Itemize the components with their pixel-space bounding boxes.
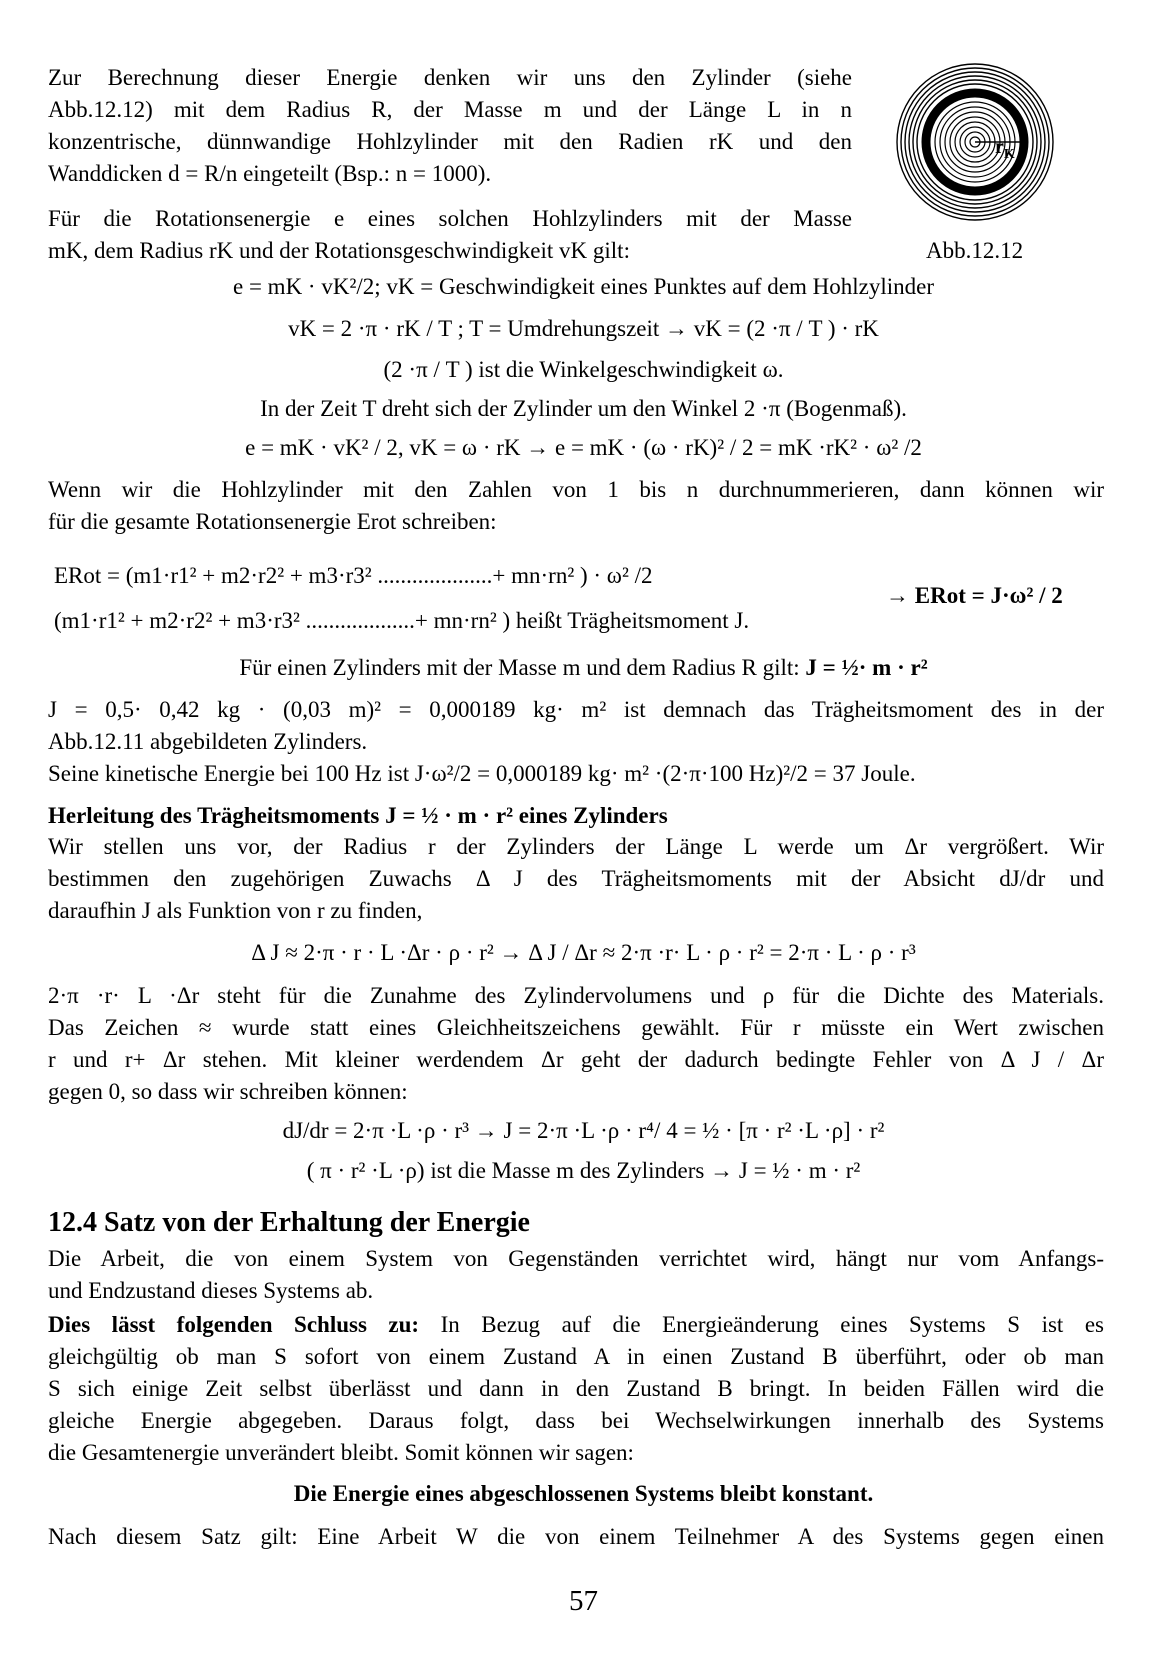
rotation-line: mK, dem Radius rK und der Rotationsgeschwindigkeit vK gilt: bbox=[48, 238, 630, 263]
example-line: Abb.12.11 abgebildeten Zylinders. bbox=[48, 729, 368, 754]
sum-line: für die gesamte Rotationsenergie Erot schreiben: bbox=[48, 509, 497, 534]
example-paragraph bbox=[48, 694, 1104, 758]
conclusion-first-line: In Bezug auf die Energieänderung eines Systems S ist es bbox=[419, 1312, 1104, 1337]
final-paragraph bbox=[48, 1521, 1104, 1553]
rotation-line: Für die Rotationsenergie e eines solchen Hohlzylinders mit der Masse bbox=[48, 206, 852, 231]
intro-line: Wanddicken d = R/n eingeteilt (Bsp.: n = 1000). bbox=[48, 161, 492, 186]
conclusion-line: die Gesamtenergie unverändert bleibt. Somit können wir sagen: bbox=[48, 1440, 634, 1465]
equation-energy: e = mK · vK²/2; vK = Geschwindigkeit eines Punktes auf dem Hohlzylinder bbox=[233, 274, 934, 299]
law-statement: Die Energie eines abgeschlossenen Systems bleibt konstant. bbox=[293, 1481, 874, 1506]
concentric-cylinder-icon bbox=[895, 62, 1055, 222]
work-line: und Endzustand dieses Systems ab. bbox=[48, 1278, 374, 1303]
volume-line: Das Zeichen ≈ wurde statt eines Gleichheitszeichens gewählt. Für r müsste ein Wert zwischen bbox=[48, 1015, 1104, 1040]
equation-integral: dJ/dr = 2·π ·L ·ρ · r³ → J = 2·π ·L ·ρ · r⁴/ 4 = ½ · [π · r² ·L ·ρ] · r² bbox=[282, 1118, 885, 1143]
equation-angle: In der Zeit T dreht sich der Zylinder um den Winkel 2 ·π (Bogenmaß). bbox=[260, 396, 907, 421]
derivation-paragraph bbox=[48, 831, 1104, 927]
volume-paragraph bbox=[48, 980, 1104, 1108]
kinetic-energy-line: Seine kinetische Energie bei 100 Hz ist J·ω²/2 = 0,000189 kg· m² ·(2·π·100 Hz)²/2 = 37 Joule. bbox=[48, 761, 916, 786]
conclusion-line: gleichgültig ob man S sofort von einem Zustand A in einen Zustand B überführt, oder ob man bbox=[48, 1344, 1104, 1369]
example-line: J = 0,5· 0,42 kg · (0,03 m)² = 0,000189 kg· m² ist demnach das Trägheitsmoment des in der bbox=[48, 697, 1104, 722]
work-paragraph bbox=[48, 1243, 1104, 1307]
volume-line: r und r+ Δr stehen. Mit kleiner werdendem Δr geht der dadurch bedingte Fehler von Δ J / Δr bbox=[48, 1047, 1104, 1072]
sum-paragraph bbox=[48, 474, 1104, 538]
equation-mass: ( π · r² ·L ·ρ) ist die Masse m des Zylinders → J = ½ · m · r² bbox=[306, 1158, 861, 1183]
cylinder-formula bbox=[0, 652, 1167, 684]
cylinder-formula-bold: J = ½· m · r² bbox=[805, 655, 928, 680]
derivation-line: bestimmen den zugehörigen Zuwachs Δ J des Trägheitsmoments mit der Absicht dJ/dr und bbox=[48, 866, 1104, 891]
page-number: 57 bbox=[569, 1585, 598, 1617]
equation-delta: Δ J ≈ 2·π · r · L ·Δr · ρ · r² → Δ J / Δr ≈ 2·π ·r· L · ρ · r² = 2·π · L · ρ · r³ bbox=[251, 940, 916, 965]
inertia-definition: (m1·r1² + m2·r2² + m3·r3² ...................+ mn·rn² ) heißt Trägheitsmoment J. bbox=[54, 608, 750, 633]
equation-velocity: vK = 2 ·π · rK / T ; T = Umdrehungszeit → vK = (2 ·π / T ) · rK bbox=[288, 316, 879, 341]
volume-line: 2·π ·r· L ·Δr steht für die Zunahme des Zylindervolumens und ρ für die Dichte des Materials. bbox=[48, 983, 1104, 1008]
volume-line: gegen 0, so dass wir schreiben können: bbox=[48, 1079, 408, 1104]
conclusion-line: gleiche Energie abgegeben. Daraus folgt, dass bei Wechselwirkungen innerhalb des Systems bbox=[48, 1408, 1104, 1433]
conclusion-line bbox=[48, 1309, 1104, 1341]
equation-angular-velocity: (2 ·π / T ) ist die Winkelgeschwindigkeit ω. bbox=[383, 357, 784, 382]
cylinder-formula-text: Für einen Zylinders mit der Masse m und dem Radius R gilt: bbox=[239, 655, 806, 680]
erot-result: → ERot = J·ω² / 2 bbox=[886, 583, 1063, 608]
derivation-heading: Herleitung des Trägheitsmoments J = ½ · m · r² eines Zylinders bbox=[48, 803, 668, 828]
derivation-line: daraufhin J als Funktion von r zu finden, bbox=[48, 898, 423, 923]
intro-line: Zur Berechnung dieser Energie denken wir uns den Zylinder (siehe bbox=[48, 65, 852, 90]
work-line: Die Arbeit, die von einem System von Gegenständen verrichtet wird, hängt nur vom Anfangs- bbox=[48, 1246, 1104, 1271]
conclusion-line: S sich einige Zeit selbst überlässt und dann in den Zustand B bringt. In beiden Fällen wird die bbox=[48, 1376, 1104, 1401]
intro-paragraph bbox=[48, 62, 852, 190]
intro-line: konzentrische, dünnwandige Hohlzylinder mit den Radien rK und den bbox=[48, 129, 852, 154]
conclusion-paragraph bbox=[48, 1309, 1104, 1469]
final-line: Nach diesem Satz gilt: Eine Arbeit W die von einem Teilnehmer A des Systems gegen einen bbox=[48, 1524, 1104, 1549]
equation-energy-omega: e = mK · vK² / 2, vK = ω · rK → e = mK · (ω · rK)² / 2 = mK ·rK² · ω² /2 bbox=[245, 435, 922, 460]
rotation-paragraph bbox=[48, 203, 852, 267]
equation-erot: ERot = (m1·r1² + m2·r2² + m3·r3² ....................+ mn·rn² ) · ω² /2 bbox=[54, 563, 653, 588]
derivation-line: Wir stellen uns vor, der Radius r der Zylinders der Länge L werde um Δr vergrößert. Wir bbox=[48, 834, 1104, 859]
sum-line: Wenn wir die Hohlzylinder mit den Zahlen von 1 bis n durchnummerieren, dann können wir bbox=[48, 477, 1104, 502]
conclusion-lead: Dies lässt folgenden Schluss zu: bbox=[48, 1312, 420, 1337]
figure-caption: Abb.12.12 bbox=[926, 238, 1024, 263]
intro-line: Abb.12.12) mit dem Radius R, der Masse m und der Länge L in n bbox=[48, 97, 852, 122]
section-heading: 12.4 Satz von der Erhaltung der Energie bbox=[48, 1207, 530, 1238]
radius-label: $r_K$ bbox=[995, 136, 1015, 162]
